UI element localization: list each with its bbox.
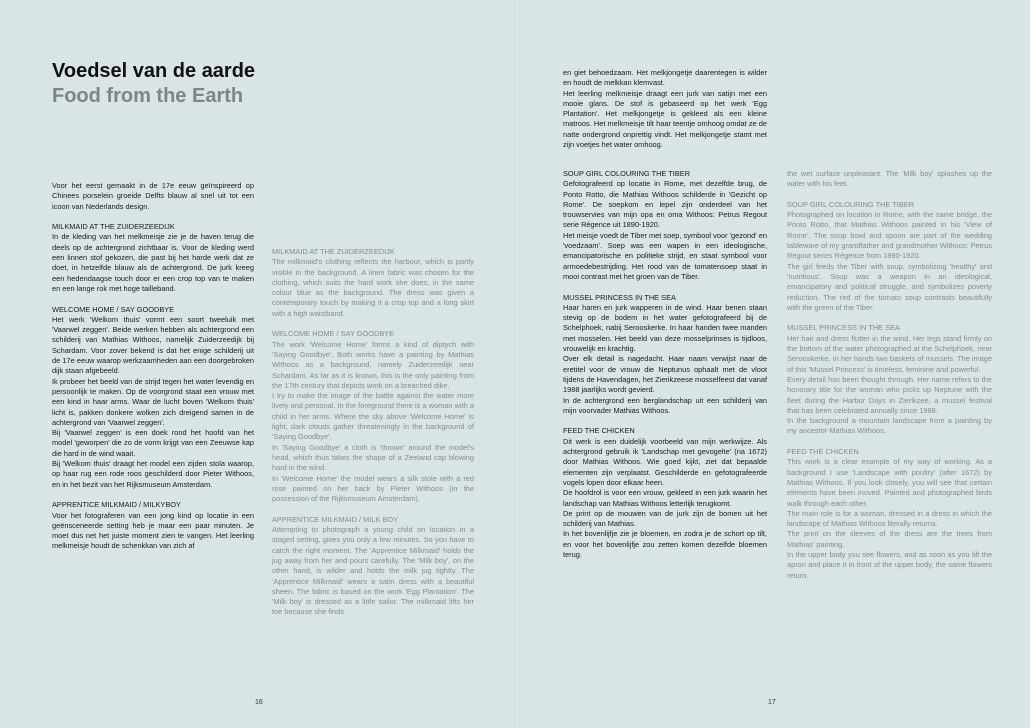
paragraph-spacer [787, 437, 992, 447]
section-heading: SOUP GIRL COLOURING THE TIBER [787, 199, 915, 209]
paragraph: Attempting to photograph a young child on location in a staged setting, gives you only a few minutes. So you have to catch the right moment. The 'Apprentice Milkmaid' holds the jug away from her and pours carefully. The 'Milk boy', on the other hand, is wilder and holds the milk jug tightly. The 'Apprentice Milkmaid' wears a satin dress with a beautiful sheen. The fabric is based on the work 'Egg Plantation'. The 'Milk boy' is dressed as a little sailor. The milkmaid lifts her toe because she finds [272, 525, 474, 617]
paragraph: In het bovenlijfje zie je bloemen, en zodra je de schort op tilt, en voor het bovenlijfje zou zetten komen dezelfde bloemen terug. [563, 529, 767, 559]
page-number-right: 17 [768, 699, 776, 706]
page-title-english: Food from the Earth [52, 85, 244, 107]
paragraph: Bij 'Vaarwel zeggen' is een doek rond het hoofd van het model 'geworpen' die zo de vorm krijgt van een Zeeuwse kap die hard in de wind waait. [52, 428, 254, 458]
paragraph: Gefotografeerd op locatie in Rome, met dezelfde brug, de Ponto Rotto, die Mathias Withoos schilderde in 'Gezicht op Rome'. De soepkom en lepel zijn onderdeel van het trouwservies van mijn opa en oma Withoos: Petrus Regout serie Régence uit 1890-1920. [563, 179, 767, 230]
page-title-dutch: Voedsel van de aarde [52, 60, 256, 82]
paragraph: The work 'Welcome Home' forms a kind of diptych with 'Saying Goodbye'. Both works have a painting by Mathias Withoos as a background, namely Zuiderzeedijk near Schardam. As far as it is known, this is the only painting from the 17th century that depicts work on a breached dike. [272, 339, 474, 390]
paragraph: The print on the sleeves of the dress are the trees from Mathias' painting. [787, 529, 992, 549]
paragraph: the wet surface unpleasant. The 'Milk boy' splashes up the water with his feet. [787, 169, 992, 189]
paragraph: Bij 'Welkom thuis' draagt het model een zijden stola waarop, op haar rug een rode roos geschilderd door Pieter Withoos, en in het bezit van het Rijksmuseum Amsterdam. [52, 459, 254, 489]
right-page [515, 0, 1030, 728]
section-heading: FEED THE CHICKEN [787, 447, 859, 457]
english-column-right [787, 169, 992, 581]
paragraph-spacer [563, 416, 767, 426]
paragraph-spacer [52, 212, 254, 222]
paragraph: Photographed on location in Rome, with the same bridge, the Ponto Rotto, that Mathias Withoos painted in his 'View of Rome'. The soup bowl and spoon are part of the wedding tableware of my grandfather and grandmother Withoos: Petrus Regout series Régence from 1890-1920. [787, 210, 992, 261]
paragraph: Voor het eerst gemaakt in de 17e eeuw geïnspireerd op Chinees porselein groeide Delfts blauw al snel uit tot een icoon van Nederlands design. [52, 181, 254, 211]
paragraph-spacer [272, 504, 474, 514]
paragraph: In 'Welcome Home' the model wears a silk stole with a red rose painted on her back by Pieter Withoos (in the possession of the Rijksmuseum Amsterdam). [272, 473, 474, 504]
paragraph: Het leerling melkmeisje draagt een jurk van satijn met een mooie glans. De stof is gebaseerd op het werk 'Egg Plantation'. Het melkjongetje is gekleed als een kleine matroos. Het melkmeisje tilt haar teentje omhoog omdat ze de natte ondergrond onprettig vindt. Het melkjongetje stamt met zijn voetjes het water omhoog. [563, 88, 767, 150]
paragraph: Over elk detail is nagedacht. Haar naam verwijst naar de eretitel voor de vrouw die Neptunus ophaalt met de vloot tijdens de Havendagen, het Zierikzeese mosselfeest dat vanaf 1988 jaarlijks wordt gevierd. [563, 354, 767, 395]
paragraph: Het meisje voedt de Tiber met soep, symbool voor 'gezond' en 'voedzaam'. Soep was een wapen in een ideologische, emancipatorische en politieke strijd, en staat symbool voor armoedebestrijding. Het rood van de tomatensoep staat in mooi contrast met het groen van de Tiber. [563, 230, 767, 281]
english-column-left [272, 247, 474, 618]
paragraph: In de kleding van het melkmeisje zie je de haven terug die deels op de achtergrond zichtbaar is. Voor de kleding werd een linnen stof gekozen, die past bij het harde werk dat ze doet, in hetzelfde blauw als de achtergrond. De jurk kreeg een hedendaagse touch door er een crop top van te maken en een lange rok met hoge tailleband. [52, 232, 254, 293]
paragraph: Haar haren en jurk wapperen in de wind. Haar benen staan stevig op de bodem in het water gefotografeerd bij de Schelphoek, nabij Serooskerke. In haar handen twee manden met mosselen. Het beeld van deze mosselprinses is tijdloos, vrouwelijk en krachtig. [563, 302, 767, 354]
page-number-left: 16 [255, 699, 263, 706]
paragraph: Her hair and dress flutter in the wind. Her legs stand firmly on the bottom of the water photographed at the Schelphoek, near Serooskerke. In her hands two baskets of mussels. The image of this 'Mussel Princess' is timeless, feminine and powerful. [787, 333, 992, 374]
paragraph-spacer [787, 190, 992, 200]
dutch-column-right [563, 169, 767, 560]
paragraph: Every detail has been thought through. Her name refers to the honorary title for the woman who picks up Neptune with the fleet during the Harbor Days in Zierikzee, a mussel festival that has been celebrated annually since 1988. [787, 374, 992, 415]
section-heading: MUSSEL PRINCESS IN THE SEA [563, 292, 676, 302]
paragraph: Dit werk is een duidelijk voorbeeld van mijn werkwijze. Als achtergrond gebruik ik 'Landschap met gevogelte' (na 1672) door Mathias Withoos. Wie goed kijkt, ziet dat bepaalde elementen zijn verplaatst. Geschilderde en gefotografeerde vogels lopen door elkaar heen. [563, 436, 767, 487]
paragraph-spacer [52, 490, 254, 500]
section-heading: MILKMAID AT THE ZUIDERZEEDIJK [52, 222, 175, 232]
paragraph: Het werk 'Welkom thuis' vormt een soort tweeluik met 'Vaarwel zeggen'. Beide werken hebben als achtergrond een schilderij van Mathias Withoos, namelijk Zuiderzeedijk bij Schardam. Voor zover bekend is dat het enige schilderij uit de 17e eeuw waarop werkzaamheden aan een doorgebroken dijk staan afgebeeld. [52, 314, 254, 376]
section-heading: WELCOME HOME / SAY GOODBYE [52, 304, 175, 314]
paragraph: In de achtergrond een berglandschap uit een schilderij van mijn voorvader Mathias Withoos. [563, 395, 767, 415]
section-heading: APPRENTICE MILKMAID / MILK BOY [272, 514, 399, 524]
paragraph: In the upper body you see flowers, and as soon as you lift the apron and place it in front of the upper body, the same flowers return. [787, 549, 992, 580]
paragraph-spacer [272, 319, 474, 329]
paragraph: De print op de mouwen van de jurk zijn de bomen uit het schilderij van Mathias. [563, 508, 767, 529]
section-heading: FEED THE CHICKEN [563, 426, 635, 436]
section-heading: APPRENTICE MILKMAID / MILKYBOY [52, 500, 181, 510]
paragraph: Ik probeer het beeld van de strijd tegen het water levendig en persoonlijk te maken. Op de voorgrond staat een vrouw met een kind in haar arms. Waar de lucht boven 'Welkom thuis' licht is, pakken donkere wolken zich dreigend samen in de achtergrond van 'Vaarwel zeggen'. [52, 376, 254, 427]
paragraph: In 'Saying Goodbye' a cloth is 'thrown' around the model's head, which thus takes the shape of a Zeeland cap blowing hard in the wind. [272, 442, 474, 473]
dutch-column-right-continued [563, 68, 767, 150]
section-heading: MUSSEL PRINCESS IN THE SEA [787, 323, 900, 333]
paragraph: en giet behoedzaam. Het melkjongetje daarentegen is wilder en houdt de melkkan klemvast. [563, 68, 767, 88]
dutch-column-left [52, 181, 254, 552]
paragraph: The main role is for a woman, dressed in a dress in which the landscape of Mathias Withoos literally returns. [787, 508, 992, 529]
paragraph: I try to make the image of the battle against the water more lively and personal. In the foreground there is a woman with a child in her arms. Where the sky above 'Welcome Home' is light, dark clouds gather threateningly in the background of 'Saying Goodbye'. [272, 391, 474, 442]
section-heading: SOUP GIRL COLOURING THE TIBER [563, 169, 691, 178]
paragraph: In the background a mountain landscape from a painting by my ancestor Mathias Withoos. [787, 416, 992, 436]
section-heading: MILKMAID AT THE ZUIDERZEEDIJK [272, 247, 395, 256]
paragraph: This work is a clear example of my way of working. As a background I use 'Landscape with poultry' (after 1672) by Mathias Withoos. If you look closely, you will see that certain elements have been moved. Painted and photographed birds walk through each other. [787, 457, 992, 508]
paragraph-spacer [52, 294, 254, 304]
paragraph-spacer [787, 313, 992, 323]
paragraph: The milkmaid's clothing reflects the harbour, which is partly visible in the background. A linen fabric was chosen for the clothing, which suits the hard work she does, in the same colour blue as the background. The dress was given a contemporary touch by making it a crop top and a long skirt with a high waistband. [272, 257, 474, 318]
paragraph: Voor het fotograferen van een jong kind op locatie in een geënsceneerde setting heb je maar een paar minuten. Je moet dus net het juiste moment zien te vangen. Het leerling melkmeisje houdt de schenkkan van zich af [52, 510, 254, 551]
paragraph-spacer [563, 282, 767, 292]
paragraph: De hoofdrol is voor een vrouw, gekleed in een jurk waarin het landschap van Mathias Withoos letterlijk terugkomt. [563, 488, 767, 508]
section-heading: WELCOME HOME / SAY GOODBYE [272, 329, 395, 339]
paragraph: The girl feeds the Tiber with soup, symbolizing 'healthy' and 'nutritious'. Soup was a weapon in an ideological, emancipatory and political struggle, and symbolizes poverty reduction. The red of the tomato soup contrasts beautifully with the green of the Tiber. [787, 261, 992, 312]
